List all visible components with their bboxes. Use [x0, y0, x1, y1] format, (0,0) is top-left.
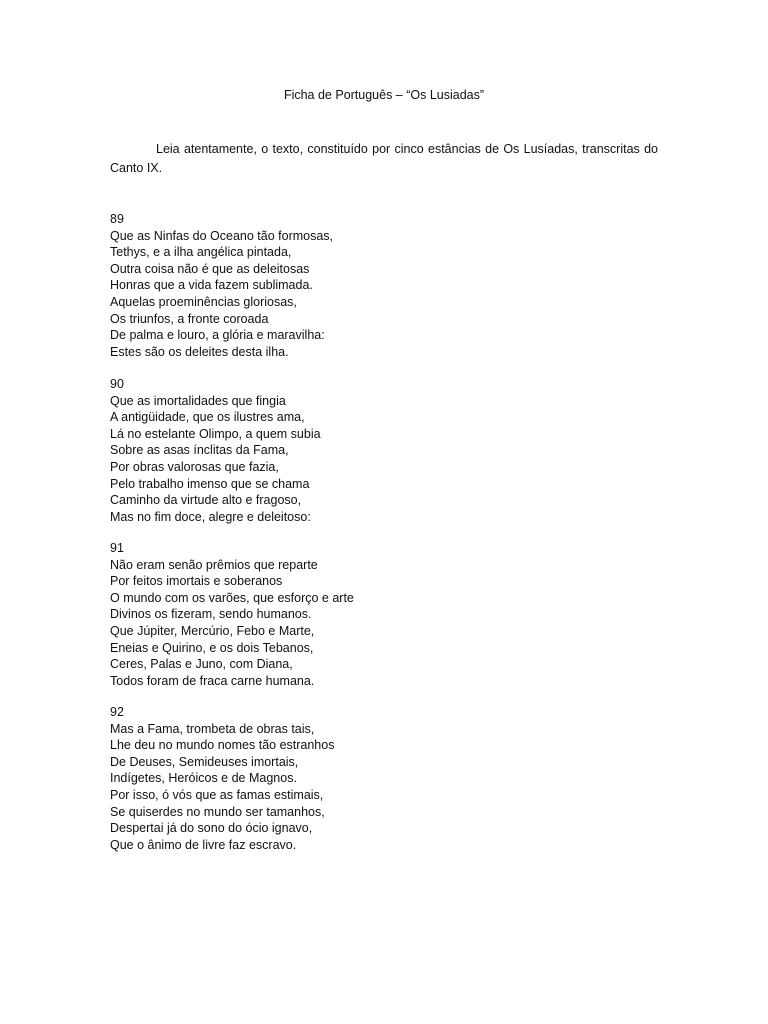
verse-line: Outra coisa não é que as deleitosas — [110, 261, 310, 276]
verse-line: Indígetes, Heróicos e de Magnos. — [110, 771, 297, 786]
document-title: Ficha de Português – “Os Lusiadas” — [283, 88, 485, 102]
verse-line: Lhe deu no mundo nomes tão estranhos — [110, 738, 335, 753]
verse-line: Sobre as asas ínclitas da Fama, — [110, 443, 289, 458]
verse-line: De Deuses, Semideuses imortais, — [110, 754, 299, 769]
verse-line: Não eram senão prêmios que reparte — [110, 557, 318, 572]
verse-line: Por obras valorosas que fazia, — [110, 459, 279, 474]
verse-line: Se quiserdes no mundo ser tamanhos, — [110, 804, 325, 819]
verse-line: Que as Ninfas do Oceano tão formosas, — [110, 228, 334, 243]
verse-line: Por isso, ó vós que as famas estimais, — [110, 787, 324, 802]
stanza-number: 92 — [110, 705, 124, 719]
stanza-number: 89 — [110, 212, 124, 226]
verse-line: Estes são os deleites desta ilha. — [110, 344, 289, 359]
verse-line: Mas a Fama, trombeta de obras tais, — [110, 721, 315, 736]
stanza — [110, 704, 530, 853]
stanza-number: 91 — [110, 541, 124, 555]
verse-line: Ceres, Palas e Juno, com Diana, — [110, 657, 293, 672]
verse-line: Aquelas proeminências gloriosas, — [110, 294, 297, 309]
verse-line: Mas no fim doce, alegre e deleitoso: — [110, 509, 311, 524]
verse-line: Despertai já do sono do ócio ignavo, — [110, 821, 313, 836]
verse-line: Que as imortalidades que fingia — [110, 393, 286, 408]
intro-paragraph: Leia atentamente, o texto, constituído por cinco estâncias de Os Lusíadas, transcritas do Canto IX. — [110, 142, 658, 175]
verse-line: Caminho da virtude alto e fragoso, — [110, 493, 302, 508]
verse-line: Divinos os fizeram, sendo humanos. — [110, 607, 312, 622]
verse-line: Honras que a vida fazem sublimada. — [110, 278, 313, 293]
verse-line: Lá no estelante Olimpo, a quem subia — [110, 426, 321, 441]
stanza — [110, 540, 530, 689]
verse-line: De palma e louro, a glória e maravilha: — [110, 328, 325, 343]
verse-line: Todos foram de fraca carne humana. — [110, 673, 315, 688]
stanza — [110, 211, 530, 360]
verse-line: O mundo com os varões, que esforço e arte — [110, 590, 354, 605]
verse-line: Por feitos imortais e soberanos — [110, 574, 283, 589]
stanza-number: 90 — [110, 377, 124, 391]
verse-line: Tethys, e a ilha angélica pintada, — [110, 245, 292, 260]
verse-line: Pelo trabalho imenso que se chama — [110, 476, 310, 491]
verse-line: Eneias e Quirino, e os dois Tebanos, — [110, 640, 314, 655]
verse-line: Os triunfos, a fronte coroada — [110, 311, 269, 326]
verse-line: A antigüidade, que os ilustres ama, — [110, 410, 305, 425]
verse-line: Que o ânimo de livre faz escravo. — [110, 837, 297, 852]
verse-line: Que Júpiter, Mercúrio, Febo e Marte, — [110, 623, 315, 638]
stanza — [110, 376, 530, 525]
